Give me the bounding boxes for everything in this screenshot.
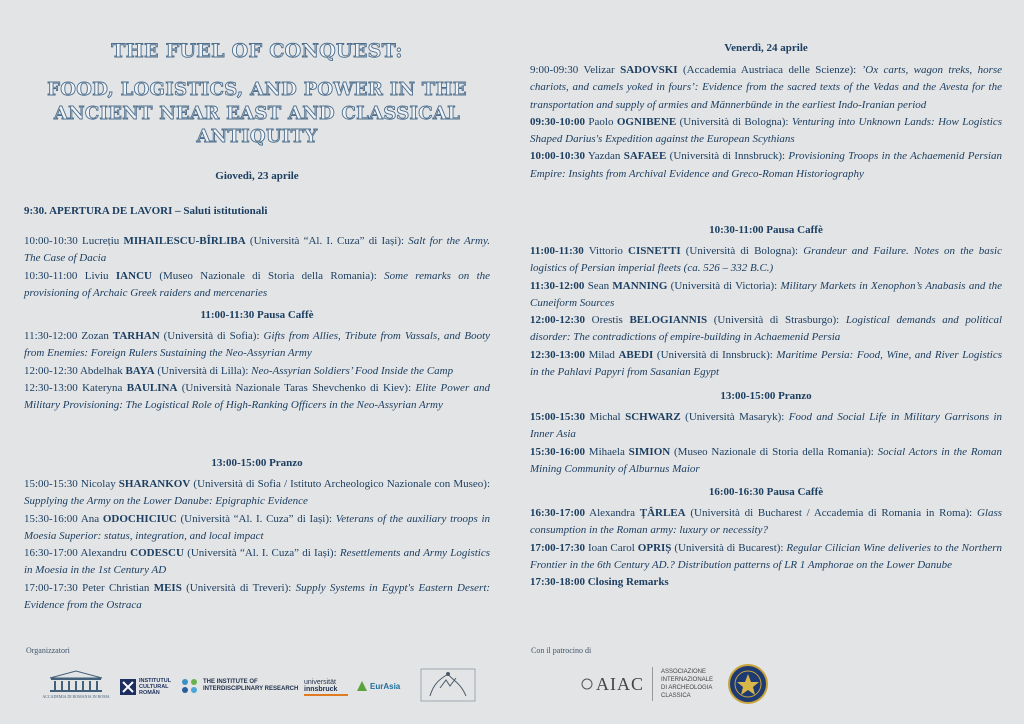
aiac-text: AIAC [596,673,644,694]
seal-icon [728,664,768,704]
accademia-logo-text: ACCADEMIA DI ROMANIA IN ROMA [42,694,110,699]
talk-entry: 15:30-16:00 Ana ODOCHICIUC (Università “Al. I. Cuza” di Iași): Veterans of the auxiliary troops in Moesia Superior: status, integration, and local impact [24,512,491,542]
eurasia-logo [356,678,400,694]
subtitle-line-1: FOOD, LOGISTICS, AND POWER IN THE [47,79,467,100]
talk-entry: 9:00-09:30 Velizar SADOVSKI (Accademia Austriaca delle Scienze): ’Ox carts, wagon treks, horse chariots, and camels yoked in fours’: Evidence from the sacred texts of the Vedas and the Avesta for the transportation and supply of armies and Männerbünde in the earliest Indo-Iranian period [530,64,1003,111]
subtitle-line-3: ANTIQUITY [196,126,318,147]
iir-text-2: INTERDISCIPLINARY RESEARCH [203,686,299,692]
day2-break-1: 10:30-11:00 Pausa Caffè [709,224,823,236]
talk-entry: 10:00-10:30 Lucrețiu MIHAILESCU-BÎRLIBA (Università “Al. I. Cuza” di Iași): Salt for the Army. The Case of Dacia [24,235,491,265]
talk-entry: 17:00-17:30 Ioan Carol OPRIȘ (Università di Bucarest): Regular Cilician Wine deliveries to the Northern Frontier in the 6th Century AD.? Distribution patterns of LR 1 Amphorae on the Lower Danube [530,541,1003,571]
talk-entry: 16:30-17:00 Alexandru CODESCU (Università “Al. I. Cuza” di Iași): Resettlements and Army Logistics in Moesia in the 1st Century AD [24,547,491,577]
subtitle-line-2: ANCIENT NEAR EAST AND CLASSICAL [53,102,461,124]
icr-text-2: CULTURAL [139,684,169,690]
talk-entry: 15:30-16:00 Mihaela SIMION (Museo Nazionale di Storia della Romania): Social Actors in the Roman Mining Community of Alburnus Maior [530,445,1002,475]
day2-session-4 [530,505,1002,591]
day1-break-2: 13:00-15:00 Pranzo [211,457,303,469]
innsbruck-text-1: universität [304,678,336,686]
iir-logo [180,676,298,696]
day2-break-3: 16:00-16:30 Pausa Caffè [708,486,824,498]
building-icon [46,670,106,694]
talk-entry: 10:30-11:00 Liviu IANCU (Museo Nazionale di Storia della Romania): Some remarks on the provisioning of Archaic Greek raiders and mercenaries [24,269,491,299]
day1-break-1: 11:00-11:30 Pausa Caffè [200,309,314,321]
accademia-romania-logo [40,670,112,702]
talk-entry: 11:00-11:30 Vittorio CISNETTI (Università di Bologna): Grandeur and Failure. Notes on the basic logistics of Persian imperial fleets (ca. 526 – 332 B.C.) [530,245,1002,275]
aiac-bullet-icon [580,677,594,691]
aiac-divider [652,667,653,701]
aiac-full-1: ASSOCIAZIONE [661,669,707,675]
eurasia-text: EurAsia [370,681,401,691]
opening-time: 9:30. [24,205,47,217]
griffin-emblem [420,668,476,702]
day1-session-3 [24,476,490,614]
day2-session-1 [530,62,1002,183]
talk-entry: 16:30-17:00 Alexandra ȚÂRLEA (Università di Bucharest / Accademia di Romania in Roma): Glass consumption in the Roman army: luxury or necessity? [530,507,1003,537]
aiac-logo [580,664,713,704]
day1-session-2 [24,328,490,414]
talk-entry: 09:30-10:00 Paolo OGNIBENE (Università di Bologna): Venturing into Unknown Lands: How Logistics Shaped Darius's Expedition against the European Scythians [530,115,1002,146]
day1-session-1 [24,233,490,302]
talk-entry: 15:00-15:30 Nicolay SHARANKOV (Università di Sofia / Istituto Archeologico Nazionale con Museo): Supplying the Army on the Lower Danube: Epigraphic Evidence [24,478,491,508]
innsbruck-bar [304,694,348,696]
talk-entry: 12:30-13:00 Kateryna BAULINA (Università Nazionale Taras Shevchenko di Kiev): Elite Power and Military Provisioning: The Logistical Role of High-Ranking Officers in the Neo-Assyrian Army [24,381,491,412]
day2-heading: Venerdì, 24 aprile [724,42,808,54]
title-line-1: THE FUEL OF CONQUEST: [111,40,403,62]
organizers-label: Organizzatori [26,646,70,655]
iir-text-1: THE INSTITUTE OF [203,679,258,685]
opening [24,203,490,220]
closing-remarks: 17:30-18:00 Closing Remarks [530,576,669,589]
innsbruck-text-2: innsbruck [304,685,338,693]
aiac-full-2: INTERNAZIONALE [661,677,714,683]
talk-entry: 11:30-12:00 Sean MANNING (Università di Victoria): Military Markets in Xenophon’s Anabasis and the Cuneiform Sources [530,279,1003,309]
aiac-full-4: CLASSICA [661,693,691,699]
talk-entry: 12:00-12:30 Orestis BELOGIANNIS (Università di Strasburgo): Logistical demands and political disorder: The contradictions of empire-building in Achaemenid Persia [530,314,1003,344]
day2-break-2: 13:00-15:00 Pranzo [720,390,812,402]
icr-text-3: ROMÂN [139,690,160,696]
icr-mark-icon [120,679,136,695]
talk-entry: 10:00-10:30 Yazdan SAFAEE (Università di Innsbruck): Provisioning Troops in the Achaemenid Persian Empire: Insights from Archival Evidence and Greco-Roman Historiography [530,150,1003,180]
day2-session-2 [530,243,1002,381]
talk-entry: 12:30-13:00 Milad ABEDI (Università di Innsbruck): Maritime Persia: Food, Wine, and River Logistics in the Pahlavi Papyri from Sasanian Egypt [530,348,1003,379]
talk-entry: 15:00-15:30 Michal SCHWARZ (Università Masaryk): Food and Social Life in Military Garrisons in Inner Asia [530,411,1002,441]
patronage-label: Con il patrocino di [531,646,592,655]
aiac-full-3: DI ARCHEOLOGIA [661,685,713,691]
icr-text-1: INSTITUTUL [139,678,172,684]
iir-mark-icon [180,677,200,695]
talk-entry: 11:30-12:00 Zozan TARHAN (Università di Sofia): Gifts from Allies, Tribute from Vassals, and Booty from Enemies: Foreign Rulers Sustaining the Neo-Assyrian Army [24,330,491,360]
seal-logo [728,664,768,704]
icr-logo [120,678,171,696]
subtitle [24,78,490,149]
opening-text: APERTURA DE LAVORI – Saluti istitutionali [49,205,268,217]
griffin-icon [420,668,476,702]
talk-entry: 17:00-17:30 Peter Christian MEIS (Università di Treveri): Supply Systems in Egypt's Eastern Desert: Evidence from the Ostraca [24,581,491,612]
eurasia-mark-icon [356,680,368,692]
day2-session-3 [530,409,1002,478]
talk-entry: 12:00-12:30 Abdelhak BAYA (Università di Lilla): Neo-Assyrian Soldiers’ Food Inside the Camp [24,364,454,377]
innsbruck-logo [304,678,348,696]
day1-heading: Giovedì, 23 aprile [215,170,299,182]
